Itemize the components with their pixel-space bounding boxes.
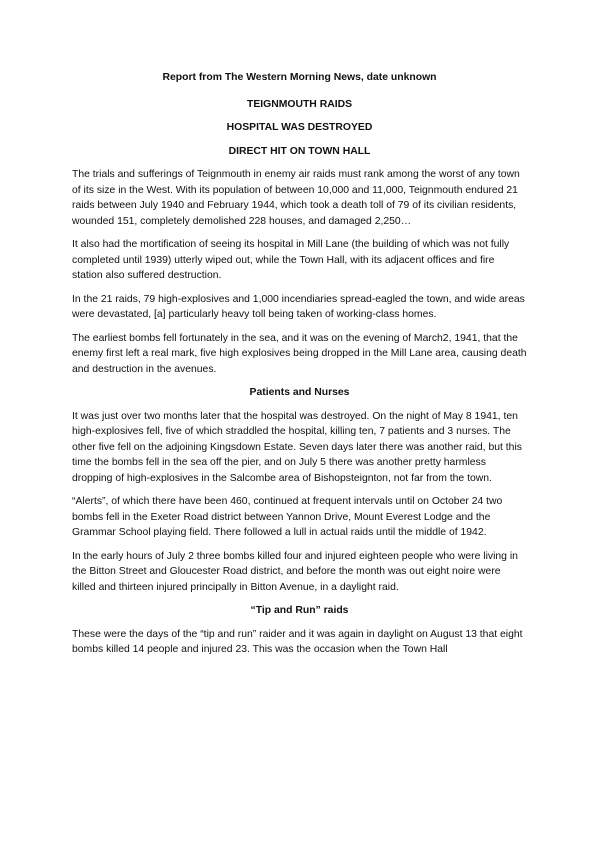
- paragraph: The trials and sufferings of Teignmouth in enemy air raids must rank among the worst of any town of its size in the West. With its population of between 10,000 and 11,000, Teignmouth endured 21 raids between July 1940 and February 1944, which took a death toll of 79 of its civilian residents, wounded 151, completely demolished 228 houses, and damaged 2,250…: [72, 169, 520, 227]
- subheading-patients-and-nurses: Patients and Nurses: [249, 387, 350, 398]
- headline-1: TEIGNMOUTH RAIDS: [246, 98, 353, 110]
- subheading-tip-and-run: “Tip and Run” raids: [250, 605, 349, 616]
- source-line: Report from The Western Morning News, date unknown: [162, 72, 437, 83]
- headline-3: DIRECT HIT ON TOWN HALL: [228, 145, 371, 157]
- paragraph: The earliest bombs fell fortunately in the sea, and it was on the evening of March2, 1941, that the enemy first left a real mark, five high explosives being dropped in the Mill Lane area, causing death and destruction in the avenues.: [72, 332, 527, 375]
- paragraph: In the early hours of July 2 three bombs killed four and injured eighteen people who were living in the Bitton Street and Gloucester Road district, and before the month was out eight noire were killed and thirteen injured principally in Bitton Avenue, in a daylight raid.: [72, 550, 518, 593]
- paragraph: These were the days of the “tip and run” raider and it was again in daylight on August 13 that eight bombs killed 14 people and injured 23. This was the occasion when the Town Hall: [72, 628, 523, 655]
- paragraph: It also had the mortification of seeing its hospital in Mill Lane (the building of which was not fully completed until 1939) utterly wiped out, while the Town Hall, with its adjacent offices and fire station also suffered destruction.: [72, 239, 510, 281]
- paragraph: In the 21 raids, 79 high-explosives and 1,000 incendiaries spread-eagled the town, and wide areas were devastated, [a] particularly heavy toll being taken of working-class homes.: [72, 293, 525, 320]
- headline-2: HOSPITAL WAS DESTROYED: [226, 122, 373, 133]
- paragraph: It was just over two months later that the hospital was destroyed. On the night of May 8 1941, ten high-explosives fell, five of which straddled the hospital, killing ten, 7 patients and 3 nurses. The other five fell on the adjoining Kingsdown Estate. Seven days later there was another raid, but this time the bombs fell in the sea off the pier, and on July 5 there was another pretty harmless dropping of high-explosives in the Salcombe area of Bishopsteignton, not far from the town.: [72, 410, 522, 484]
- document-page: [72, 70, 527, 666]
- paragraph: “Alerts”, of which there have been 460, continued at frequent intervals until on October 24 two bombs fell in the Exeter Road district between Yannon Drive, Mount Everest Lodge and the Grammar School playing field. There followed a lull in actual raids until the middle of 1942.: [72, 496, 503, 538]
